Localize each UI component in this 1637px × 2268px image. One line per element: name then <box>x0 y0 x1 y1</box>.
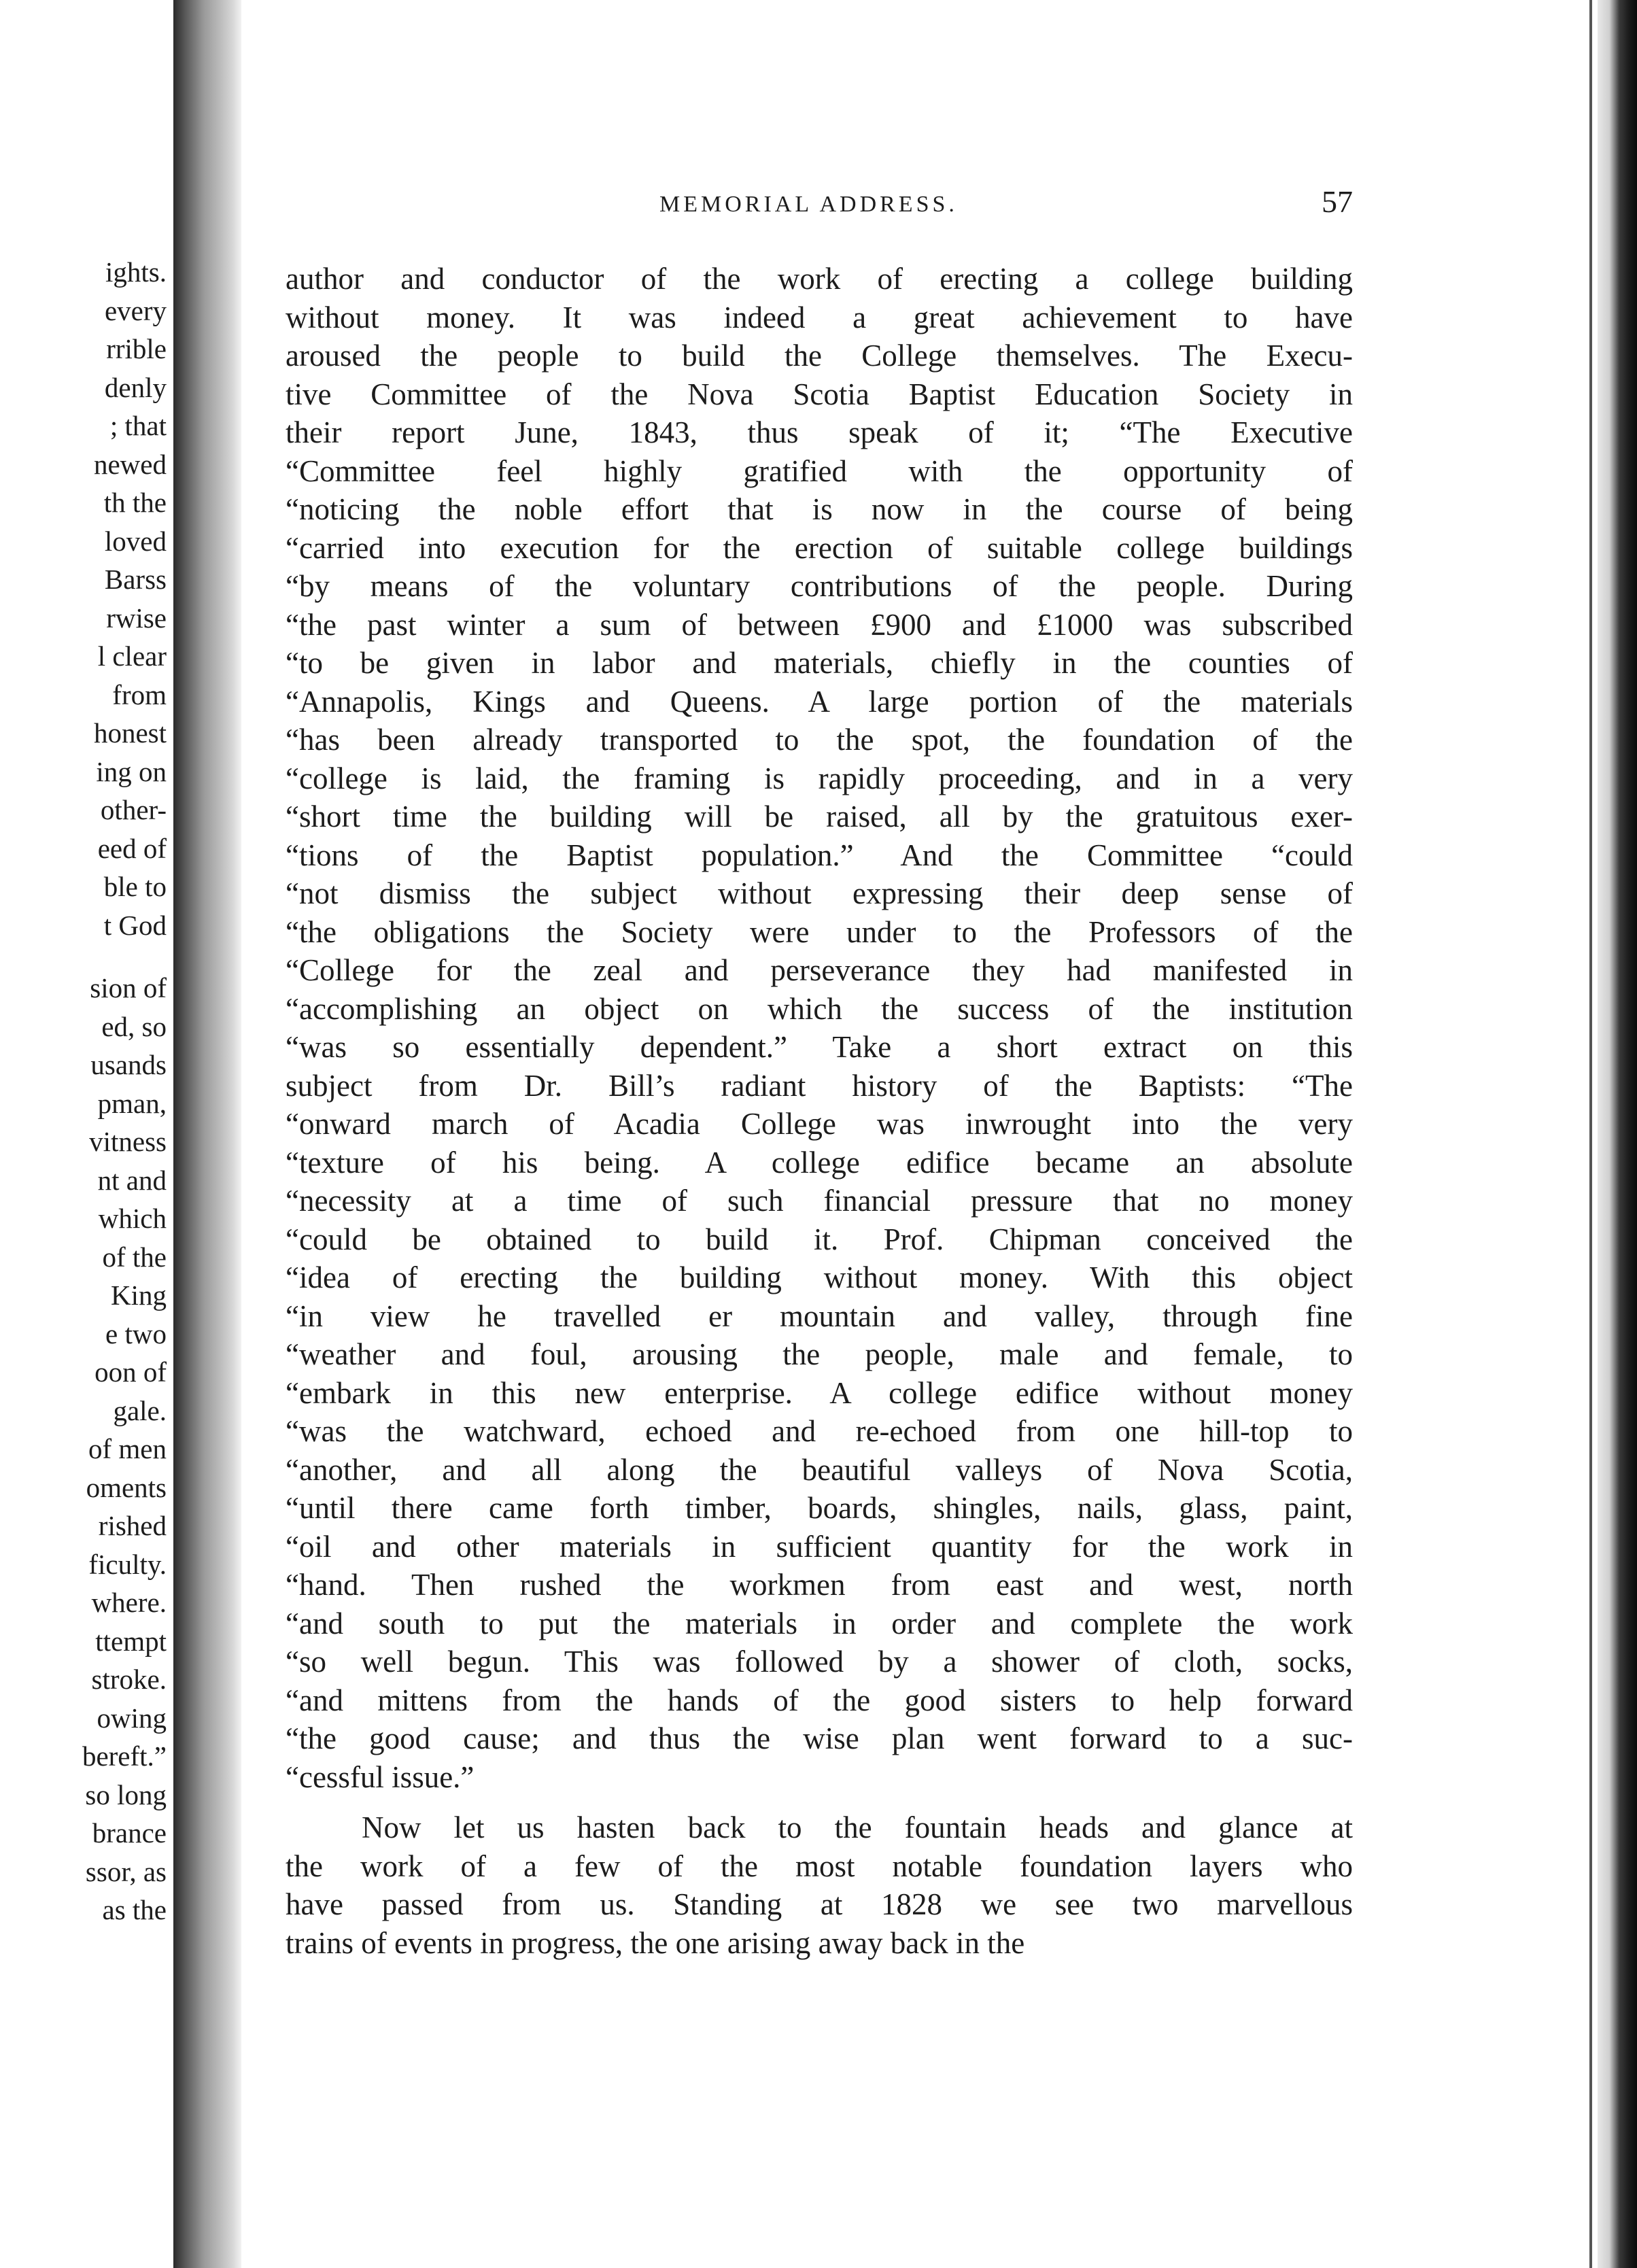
page-edge-line <box>1589 0 1592 2268</box>
facing-page-line: rished <box>98 1510 167 1541</box>
facing-page-line: ficulty. <box>88 1548 167 1580</box>
text-line: “by means of the voluntary contributions of the people. During <box>286 569 1353 603</box>
text-line: “until there came forth timber, boards, shingles, nails, glass, paint, <box>286 1491 1353 1525</box>
text-line: “embark in this new enterprise. A college edifice without money <box>286 1375 1353 1410</box>
text-line: author and conductor of the work of erecting a college building <box>286 262 1353 296</box>
text-line: “was the watchward, echoed and re-echoed from one hill-top to <box>286 1414 1353 1448</box>
facing-page-line: e two <box>105 1318 167 1350</box>
facing-page-line: pman, <box>97 1087 167 1119</box>
facing-page-line: as the <box>102 1894 167 1925</box>
facing-page-line: rwise <box>106 602 167 634</box>
text-line: “College for the zeal and perseverance they had manifested in <box>286 953 1353 987</box>
facing-page-line: usands <box>90 1049 167 1080</box>
facing-page-line: ights. <box>105 256 167 288</box>
facing-page-line: newed <box>93 448 167 480</box>
book-gutter-shadow <box>173 0 241 2268</box>
text-line: “accomplishing an object on which the success of the institution <box>286 991 1353 1026</box>
facing-page-line: ble to <box>103 871 167 902</box>
facing-page-line: ing on <box>96 755 167 787</box>
text-line: “college is laid, the framing is rapidly proceeding, and in a very <box>286 761 1353 795</box>
text-line: “idea of erecting the building without money. With this object <box>286 1260 1353 1294</box>
facing-page-line: from <box>112 678 167 710</box>
text-line: “tions of the Baptist population.” And the Committee “could <box>286 838 1353 872</box>
facing-page-line: King <box>111 1279 167 1311</box>
text-line: “hand. Then rushed the workmen from east and west, north <box>286 1568 1353 1602</box>
page-edge-shadow <box>1598 0 1637 2268</box>
text-line: “and south to put the materials in order and complete the work <box>286 1606 1353 1640</box>
text-line: aroused the people to build the College themselves. The Execu- <box>286 339 1353 373</box>
facing-page-line: l clear <box>97 640 167 672</box>
text-line: “has been already transported to the spot, the foundation of the <box>286 723 1353 757</box>
facing-page-line: ssor, as <box>85 1855 167 1887</box>
facing-page-line: vitness <box>89 1126 167 1157</box>
facing-page-line: nt and <box>97 1164 167 1196</box>
facing-page-line: of men <box>88 1433 167 1464</box>
text-line: trains of events in progress, the one arising away back in the <box>286 1925 1025 1960</box>
text-line: “oil and other materials in sufficient quantity for the work in <box>286 1529 1353 1564</box>
facing-page-line: every <box>104 294 167 326</box>
facing-page-line: t God <box>103 909 167 941</box>
facing-page-line: stroke. <box>91 1664 167 1695</box>
text-line: “cessful issue.” <box>286 1759 475 1794</box>
paragraph-main <box>286 260 1353 1796</box>
text-line: “noticing the noble effort that is now in the course of being <box>286 492 1353 526</box>
facing-page-line: bereft.” <box>82 1740 167 1772</box>
facing-page-line: where. <box>91 1587 167 1618</box>
paragraph-gap <box>286 1796 1353 1808</box>
text-line: their report June, 1843, thus speak of it; “The Executive <box>286 415 1353 449</box>
facing-page-fragment <box>0 0 173 2268</box>
facing-page-line: gale. <box>113 1394 167 1426</box>
text-line: the work of a few of the most notable foundation layers who <box>286 1849 1353 1883</box>
facing-page-line: denly <box>104 371 167 403</box>
facing-page-line: oon of <box>94 1356 167 1388</box>
facing-page-line: th the <box>103 487 167 518</box>
text-line: “necessity at a time of such financial pressure that no money <box>286 1184 1353 1218</box>
text-line: “carried into execution for the erection of suitable college buildings <box>286 530 1353 565</box>
facing-page-line: ttempt <box>95 1625 167 1657</box>
text-line: “in view he travelled er mountain and valley, through fine <box>286 1299 1353 1333</box>
facing-page-line: loved <box>104 525 167 557</box>
text-line: “weather and foul, arousing the people, male and female, to <box>286 1337 1353 1371</box>
facing-page-line: honest <box>93 717 167 749</box>
text-line: “the good cause; and thus the wise plan went forward to a suc- <box>286 1721 1353 1755</box>
facing-page-line: oments <box>86 1471 167 1503</box>
facing-page-line: brance <box>92 1817 167 1849</box>
facing-page-line: of the <box>102 1241 167 1273</box>
text-line: “and mittens from the hands of the good sisters to help forward <box>286 1683 1353 1717</box>
text-line: “texture of his being. A college edifice became an absolute <box>286 1145 1353 1180</box>
text-line: “the obligations the Society were under to the Professors of the <box>286 914 1353 949</box>
facing-page-line: Barss <box>104 564 167 595</box>
facing-page-line: sion of <box>90 972 167 1003</box>
text-line: “Annapolis, Kings and Queens. A large portion of the materials <box>286 684 1353 719</box>
text-line: “so well begun. This was followed by a shower of cloth, socks, <box>286 1645 1353 1679</box>
facing-page-line: rrible <box>106 333 167 364</box>
paragraph-second <box>286 1808 1353 1962</box>
body-text <box>286 260 1353 1962</box>
page-number: 57 <box>1322 184 1353 219</box>
text-line: “Committee feel highly gratified with the opportunity of <box>286 453 1353 488</box>
running-head-title: MEMORIAL ADDRESS. <box>659 192 958 217</box>
text-line: “onward march of Acadia College was inwrought into the very <box>286 1107 1353 1141</box>
facing-page-line: owing <box>97 1702 167 1734</box>
text-line: without money. It was indeed a great achievement to have <box>286 300 1353 334</box>
text-line: have passed from us. Standing at 1828 we see two marvellous <box>286 1887 1353 1921</box>
text-line: tive Committee of the Nova Scotia Baptist Education Society in <box>286 377 1353 411</box>
text-line: “another, and all along the beautiful valleys of Nova Scotia, <box>286 1452 1353 1487</box>
book-page <box>286 184 1353 1962</box>
text-line: subject from Dr. Bill’s radiant history of the Baptists: “The <box>286 1068 1353 1103</box>
facing-page-line: eed of <box>97 832 167 864</box>
text-line: “was so essentially dependent.” Take a short extract on this <box>286 1030 1353 1064</box>
text-line: “short time the building will be raised, all by the gratuitous exer- <box>286 800 1353 834</box>
text-line: “could be obtained to build it. Prof. Chipman conceived the <box>286 1222 1353 1256</box>
facing-page-line: so long <box>85 1779 167 1810</box>
text-line: “the past winter a sum of between £900 and £1000 was subscribed <box>286 607 1353 642</box>
text-line: “to be given in labor and materials, chiefly in the counties of <box>286 646 1353 680</box>
facing-page-line: other- <box>100 794 167 825</box>
facing-page-line: ed, so <box>101 1010 167 1042</box>
facing-page-line: which <box>98 1203 167 1234</box>
facing-page-line: ; that <box>109 410 167 441</box>
running-head <box>286 184 1353 224</box>
text-line: Now let us hasten back to the fountain heads and glance at <box>362 1810 1353 1844</box>
text-line: “not dismiss the subject without expressing their deep sense of <box>286 876 1353 910</box>
